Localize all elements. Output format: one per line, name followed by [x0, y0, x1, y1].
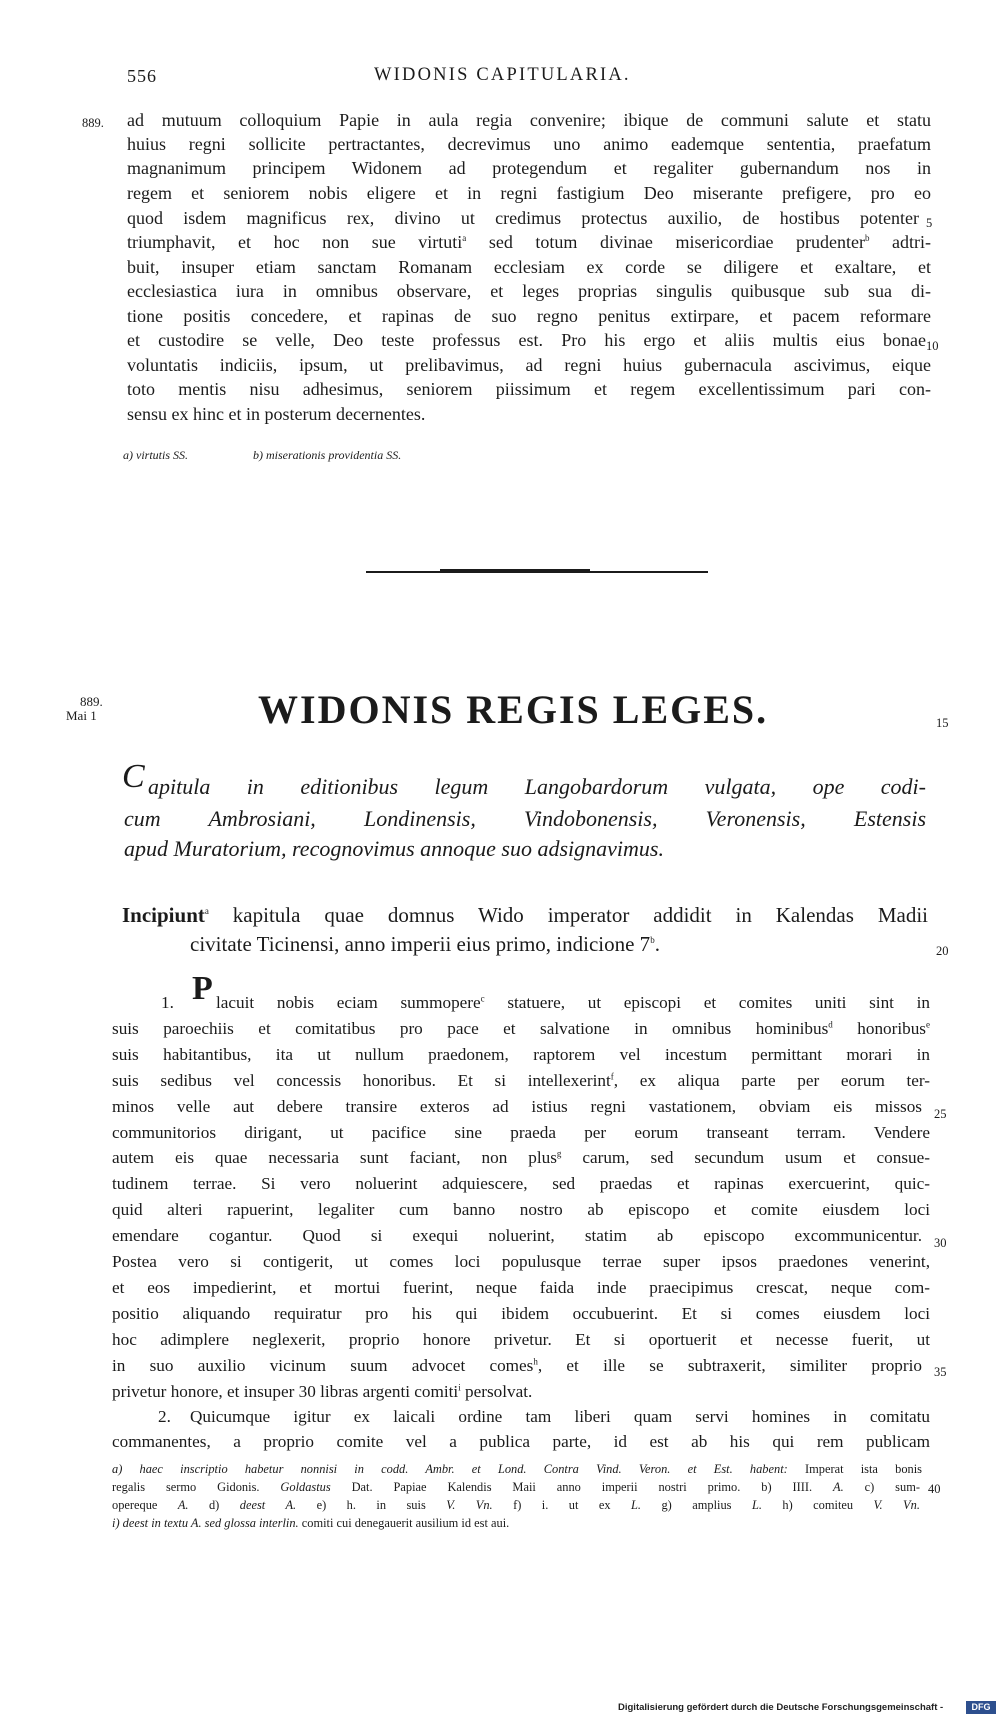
text-line: ecclesiastica iura in omnibus observare, et leges proprias singulis quibusque sub sua di-: [127, 281, 931, 301]
text-line: positio aliquando requiratur pro his qui ibidem occubuerint. Et si comes eiusdem loci: [112, 1304, 930, 1323]
page-title: WIDONIS REGIS LEGES.: [258, 687, 769, 732]
footnote-line: i) deest in textu A. sed glossa interlin. comiti cui denegauerit ausilium id est aui.: [112, 1516, 510, 1530]
chapter-number: 2.: [158, 1407, 171, 1426]
footnote: b) miserationis providentia SS.: [253, 448, 402, 462]
footnote-marker: h: [533, 1356, 538, 1367]
text-line: triumphavit, et hoc non sue virtuti$^a$ sed totum divinae misericordiae prudenter$^b$ adtri-: [127, 232, 932, 252]
year-margin-note: 889.: [82, 116, 104, 130]
text-line: ad mutuum colloquium Papie in aula regia convenire; ibique de communi salute et statu: [127, 110, 931, 130]
digitization-credit: Digitalisierung gefördert durch die Deutsche Forschungsgemeinschaft -: [618, 1702, 944, 1713]
incipit-line: civitate Ticinensi, anno imperii eius primo, indicione 7$^b$.: [190, 932, 660, 956]
text-line: privetur honore, et insuper 30 libras argenti comiti$^i$ persolvat.: [112, 1382, 533, 1401]
chapter-initial: P: [192, 970, 213, 1007]
text-line: tudinem terrae. Si vero noluerint adquiescere, sed praedas et rapinas exercuerint, quic-: [112, 1174, 930, 1193]
text-line: autem eis quae necessaria sunt faciant, non plus$^g$ carum, sed secundum usum et consue-: [112, 1148, 931, 1167]
page-number: 556: [127, 66, 157, 86]
text-line: huius regni sollicite pertractantes, decrevimus uno animo eademque sententia, praefatum: [127, 134, 931, 154]
intro-initial: C: [122, 758, 145, 795]
line-number: 20: [936, 944, 949, 958]
text-line: et eos impedierint, et mortui fuerint, neque faida inde praecipimus crescat, neque com-: [112, 1278, 930, 1297]
text-line: regem et seniorem nobis eligere et in regni fastigium Deo miserante prefigere, pro eo: [127, 183, 931, 203]
text-line: suis sedibus vel concessis honoribus. Et si intellexerint$^f$, ex aliqua parte per eorum ter-: [112, 1071, 930, 1090]
text-line: commanentes, a proprio comite vel a publica parte, id est ab his qui rem publicam: [112, 1432, 930, 1451]
text-line: suis paroechiis et comitatibus pro pace et salvatione in omnibus hominibus$^d$ honoribus$^e$: [112, 1019, 930, 1038]
text-line: voluntatis indiciis, ipsum, ut prelibavimus, ad regni huius gubernacula ascivimus, eique: [127, 355, 931, 375]
line-number: 40: [928, 1482, 941, 1496]
text-line: minos velle aut debere transire exteros ad istius regni vastationem, obviam eis missos: [112, 1097, 922, 1116]
footnote-marker: a: [462, 233, 467, 243]
text-line: sensu ex hinc et in posterum decernentes.: [127, 404, 426, 424]
text-line: communitorios dirigant, ut pacifice sine praeda per eorum transeant terram. Vendere: [112, 1123, 930, 1142]
incipit-line: Incipiunt$^a$ kapitula quae domnus Wido imperator addidit in Kalendas Madii: [122, 903, 928, 927]
footnote-marker: d: [828, 1019, 833, 1030]
footnote-marker: g: [556, 1148, 562, 1159]
footnote-marker: a: [204, 906, 209, 916]
line-number: 35: [934, 1365, 947, 1379]
date-year: 889.: [80, 694, 103, 709]
line-number: 30: [934, 1236, 947, 1250]
line-number: 10: [926, 339, 939, 353]
footnote-marker: f: [610, 1071, 614, 1082]
dfg-logo: DFG: [966, 1701, 996, 1714]
footnote-marker: e: [926, 1019, 930, 1030]
footnote-marker: c: [480, 993, 485, 1004]
intro-line: apud Muratorium, recognovimus annoque suo adsignavimus.: [124, 836, 664, 861]
text-line: quid alteri rapuerint, legaliter cum banno nostro ab episcopo et comite eiusdem loci: [112, 1200, 930, 1219]
text-line: magnanimum principem Widonem ad protegendum et regaliter gubernandum nos in: [127, 158, 931, 178]
footnote-marker: b: [650, 935, 655, 945]
intro-line: cum Ambrosiani, Londinensis, Vindobonensis, Veronensis, Estensis: [124, 806, 926, 831]
chapter-number: 1.: [161, 993, 174, 1012]
text-line: hoc adimplere neglexerit, proprio honore privetur. Et si oportuerit et necesse fuerit, ut: [112, 1330, 930, 1349]
text-line: tione positis concedere, et rapinas de suo regno penitus extirpare, et pacem reformare: [127, 306, 931, 326]
footnote-marker: i: [458, 1382, 461, 1393]
text-line: suis habitantibus, ita ut nullum praedonem, raptorem vel incestum permittant morari in: [112, 1045, 930, 1064]
footnote-line: opereque A. d) deest A. e) h. in suis V. Vn. f) i. ut ex L. g) amplius L. h) comiteu V. Vn.: [112, 1498, 920, 1512]
running-title: WIDONIS CAPITULARIA.: [374, 65, 631, 85]
text-line: et custodire se velle, Deo teste professus est. Pro his ergo et aliis multis eius bonae: [127, 330, 926, 350]
line-number: 25: [934, 1107, 947, 1121]
text-line: in suo auxilio vicinum suum advocet comes$^h$, et ille se subtraxerit, similiter proprio: [112, 1356, 922, 1375]
line-number: 5: [926, 216, 933, 230]
text-line: Quicumque igitur ex laicali ordine tam liberi quam servi homines in comitatu: [190, 1407, 930, 1426]
intro-line: apitula in editionibus legum Langobardorum vulgata, ope codi-: [148, 774, 926, 799]
date-day: Mai 1: [66, 708, 97, 723]
text-line: toto mentis nisu adhesimus, seniorem piissimum et regem excellentissimum pari con-: [127, 379, 931, 399]
footnote: a) virtutis SS.: [123, 448, 188, 462]
footnote-marker: b: [864, 233, 870, 243]
footnote-line: regalis sermo Gidonis. Goldastus Dat. Papiae Kalendis Maii anno imperii nostri primo. b) IIII. A. c) sum-: [112, 1480, 920, 1494]
text-line: quod isdem magnificus rex, divino ut credimus protectus auxilio, de hostibus potenter: [127, 208, 919, 228]
footnote-line: a) haec inscriptio habetur nonnisi in codd. Ambr. et Lond. Contra Vind. Veron. et Est. habent: Imperat ista bonis: [112, 1462, 922, 1476]
text-line: emendare cogantur. Quod si exequi noluerint, statim ab episcopo excommunicentur.: [112, 1226, 922, 1245]
line-number: 15: [936, 716, 949, 730]
text-line: buit, insuper etiam sanctam Romanam ecclesiam ex corde se diligere et exaltare, et: [127, 257, 931, 277]
text-line: Postea vero si contigerit, ut comes loci populusque terrae super ipsos praedones venerint,: [112, 1252, 930, 1271]
section-divider-bold: [440, 569, 590, 572]
text-line: lacuit nobis eciam summopere$^c$ statuere, ut episcopi et comites uniti sint in: [216, 993, 930, 1012]
